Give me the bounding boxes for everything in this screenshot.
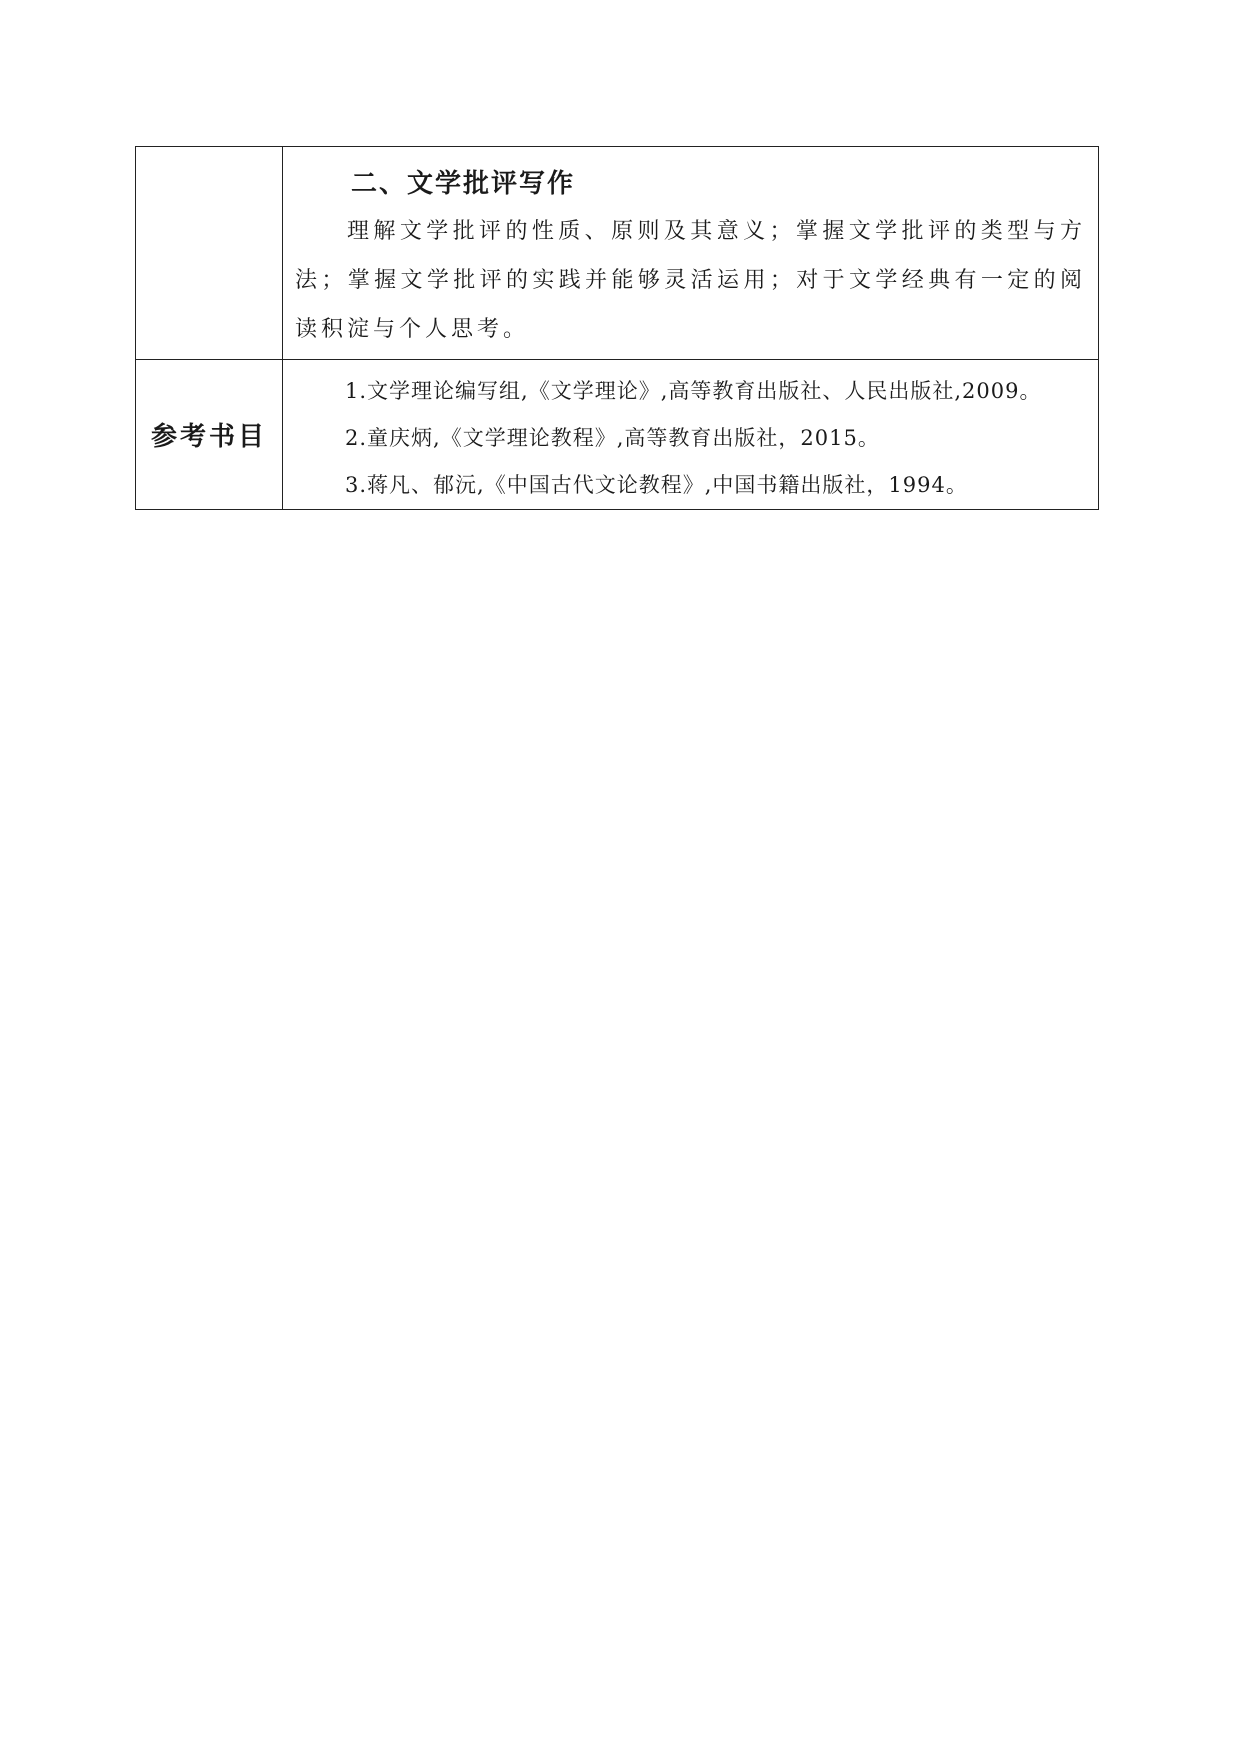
reference-item: 3.蒋凡、郁沅,《中国古代文论教程》,中国书籍出版社，1994。: [345, 473, 968, 497]
table-row-references: [136, 360, 1099, 510]
section-heading: 二、文学批评写作: [351, 169, 576, 199]
empty-label-cell: [136, 147, 283, 360]
reference-list: [283, 368, 1098, 509]
table-row-literary-criticism: [136, 147, 1099, 360]
section-body-text: 理解文学批评的性质、原则及其意义；掌握文学批评的类型与方法；掌握文学批评的实践并能够灵活运用；对于文学经典有一定的阅读积淀与个人思考。: [295, 219, 1086, 342]
reference-item: 1.文学理论编写组,《文学理论》,高等教育出版社、人民出版社,2009。: [345, 379, 1042, 403]
reference-item: 2.童庆炳,《文学理论教程》,高等教育出版社，2015。: [345, 426, 880, 450]
references-label: 参考书目: [150, 422, 267, 452]
syllabus-table: [135, 146, 1099, 510]
section-content-cell: [283, 147, 1099, 360]
references-label-cell: [136, 360, 283, 510]
references-content-cell: [283, 360, 1099, 510]
